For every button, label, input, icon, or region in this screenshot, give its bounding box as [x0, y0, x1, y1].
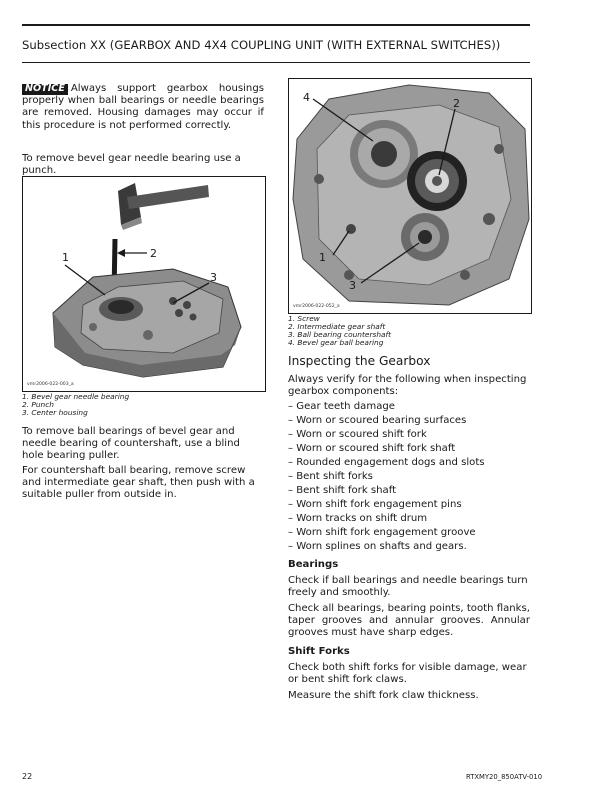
legend-item: 2. Punch: [22, 400, 54, 410]
figure-1-drawing: [23, 177, 265, 391]
legend-item: 3. Center housing: [22, 408, 88, 418]
list-item: – Worn or scoured shift fork: [288, 429, 427, 440]
fig1-callout-2: 2: [150, 247, 157, 260]
inspecting-heading: Inspecting the Gearbox: [288, 354, 431, 368]
legend-item: 1. Bevel gear needle bearing: [22, 392, 130, 401]
list-item: – Worn or scoured shift fork shaft: [288, 443, 456, 454]
figure-gearbox-housing-illustration: [288, 78, 532, 314]
bearing-puller-paragraph: To remove ball bearings of bevel gear and needle bearing of countershaft, use a blind hole bearing puller.: [22, 426, 240, 462]
notice-paragraph: [22, 83, 264, 132]
center-housing-illustration: [53, 269, 241, 377]
shift-forks-paragraph-1: Check both shift forks for visible damage, wear or bent shift fork claws.: [288, 662, 527, 686]
bearings-paragraph-1: Check if ball bearings and needle bearings turn freely and smoothly.: [288, 575, 528, 599]
shift-forks-paragraph-2: Measure the shift fork claw thickness.: [288, 690, 479, 701]
list-item: – Bent shift forks: [288, 471, 373, 482]
fig2-callout-4: 4: [303, 91, 310, 104]
figure-punch-illustration: [22, 176, 266, 392]
list-item: – Worn or scoured bearing surfaces: [288, 415, 467, 426]
fig2-callout-2: 2: [453, 97, 460, 110]
hammer-illustration: [118, 183, 209, 230]
figure-2-legend: [288, 315, 391, 347]
list-item: – Rounded engagement dogs and slots: [288, 457, 485, 468]
bearings-heading: Bearings: [288, 559, 339, 570]
list-item: – Gear teeth damage: [288, 401, 395, 412]
notice-text: Always support gearbox housings properly when ball bearings or needle bearings are removed. Housing damages may occur if this procedure is not performed correctly.: [22, 83, 264, 131]
shift-forks-heading: Shift Forks: [288, 646, 350, 657]
figure-2-drawing: [289, 79, 531, 313]
countershaft-paragraph: For countershaft ball bearing, remove screw and intermediate gear shaft, then push with a suitable puller from outside in.: [22, 465, 255, 501]
document-code: RTXMY20_850ATV-010: [466, 773, 543, 781]
page-title: Subsection XX (GEARBOX AND 4X4 COUPLING UNIT (WITH EXTERNAL SWITCHES)): [22, 38, 501, 52]
legend-item: 2. Intermediate gear shaft: [288, 322, 386, 332]
fig1-callout-3: 3: [210, 271, 217, 284]
legend-item: 4. Bevel gear ball bearing: [288, 338, 384, 348]
top-rule: [22, 24, 530, 26]
notice-badge: NOTICE: [22, 84, 68, 95]
figure-1-legend: [22, 393, 129, 417]
inspect-intro: Always verify for the following when inspecting gearbox components:: [288, 374, 527, 398]
legend-item: 1. Screw: [288, 314, 320, 323]
figure-1-id: vmr2006-022-003_a: [27, 382, 74, 387]
fig2-callout-3: 3: [349, 279, 356, 292]
intro-text: To remove bevel gear needle bearing use a punch.: [22, 153, 241, 177]
figure-2-id: vmr2006-022-052_a: [293, 304, 340, 309]
list-item: – Bent shift fork shaft: [288, 485, 397, 496]
list-item: – Worn tracks on shift drum: [288, 513, 428, 524]
list-item: – Worn shift fork engagement groove: [288, 527, 476, 538]
inspection-checklist: [288, 400, 485, 554]
header-rule: [22, 62, 530, 63]
list-item: – Worn splines on shafts and gears.: [288, 541, 467, 552]
legend-item: 3. Ball bearing countershaft: [288, 330, 392, 340]
fig1-callout-1: 1: [62, 251, 69, 264]
gearbox-housing-illustration: [293, 85, 529, 305]
fig2-callout-1: 1: [319, 251, 326, 264]
list-item: – Worn shift fork engagement pins: [288, 499, 462, 510]
bearings-paragraph-2: Check all bearings, bearing points, tooth flanks, taper grooves and annular grooves. Annular grooves must have sharp edges.: [288, 603, 530, 639]
page-number: 22: [22, 772, 33, 781]
